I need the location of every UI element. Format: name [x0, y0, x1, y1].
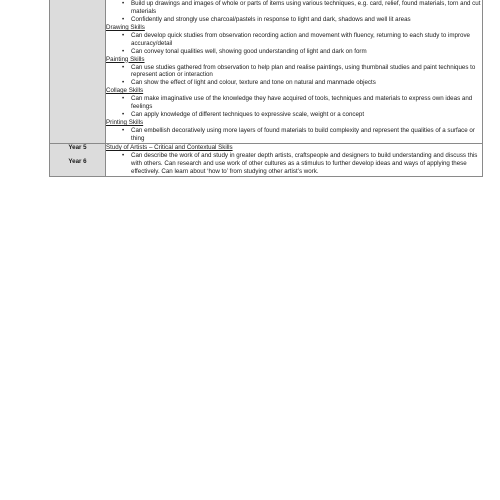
- list-item: • Can describe the work of and study in greater depth artists, craftspeople and designers to build understanding and discuss this with others. Can research and use work of other cultures as a stimulus to further develop ideas and ways of applying these effectively. Can learn about ‘how to’ from studying other artist’s work.: [131, 152, 482, 176]
- year-6-label: Year 6: [68, 157, 87, 165]
- list-item: • Can use studies gathered from observation to help plan and realise paintings, using thumbnail studies and paint techniques to represent action or interaction: [131, 64, 482, 80]
- skills-content-cell: [106, 0, 483, 143]
- section-heading-artists: Study of Artists – Critical and Contextual Skills: [106, 143, 233, 151]
- bullet-list: [106, 0, 482, 24]
- bullet-list: [106, 64, 482, 88]
- table-row: [50, 0, 483, 143]
- year-5-label: Year 5: [68, 143, 87, 151]
- list-item: • Build up drawings and images of whole or parts of items using various techniques, e.g. card, relief, found materials, torn and cut materials: [131, 0, 482, 16]
- artists-content-cell: [106, 143, 483, 176]
- section-heading-printing: Printing Skills: [106, 119, 144, 127]
- section-heading-drawing: Drawing Skills: [106, 23, 145, 31]
- bullet-list: [106, 152, 482, 176]
- list-item: • Confidently and strongly use charcoal/pastels in response to light and dark, shadows and well lit areas: [131, 16, 482, 24]
- list-item: • Can convey tonal qualities well, showing good understanding of light and dark on form: [131, 48, 482, 56]
- table-row: [50, 143, 483, 176]
- section-heading-collage: Collage Skills: [106, 87, 144, 95]
- skills-table: [49, 0, 483, 177]
- bullet-list: [106, 127, 482, 143]
- list-item: • Can develop quick studies from observation recording action and movement with fluency, returning to each study to improve accuracy/detail: [131, 32, 482, 48]
- list-item: • Can make imaginative use of the knowledge they have acquired of tools, techniques and materials to express own ideas and feelings: [131, 95, 482, 111]
- bullet-list: [106, 95, 482, 119]
- section-heading-painting: Painting Skills: [106, 55, 145, 63]
- list-item: • Can show the effect of light and colour, texture and tone on natural and manmade objects: [131, 79, 482, 87]
- list-item: • Can embellish decoratively using more layers of found materials to build complexity and represent the qualities of a surface or thing: [131, 127, 482, 143]
- year-cell: [50, 143, 106, 176]
- bullet-list: [106, 32, 482, 56]
- list-item: • Can apply knowledge of different techniques to expressive scale, weight or a concept: [131, 111, 482, 119]
- year-cell: [50, 0, 106, 143]
